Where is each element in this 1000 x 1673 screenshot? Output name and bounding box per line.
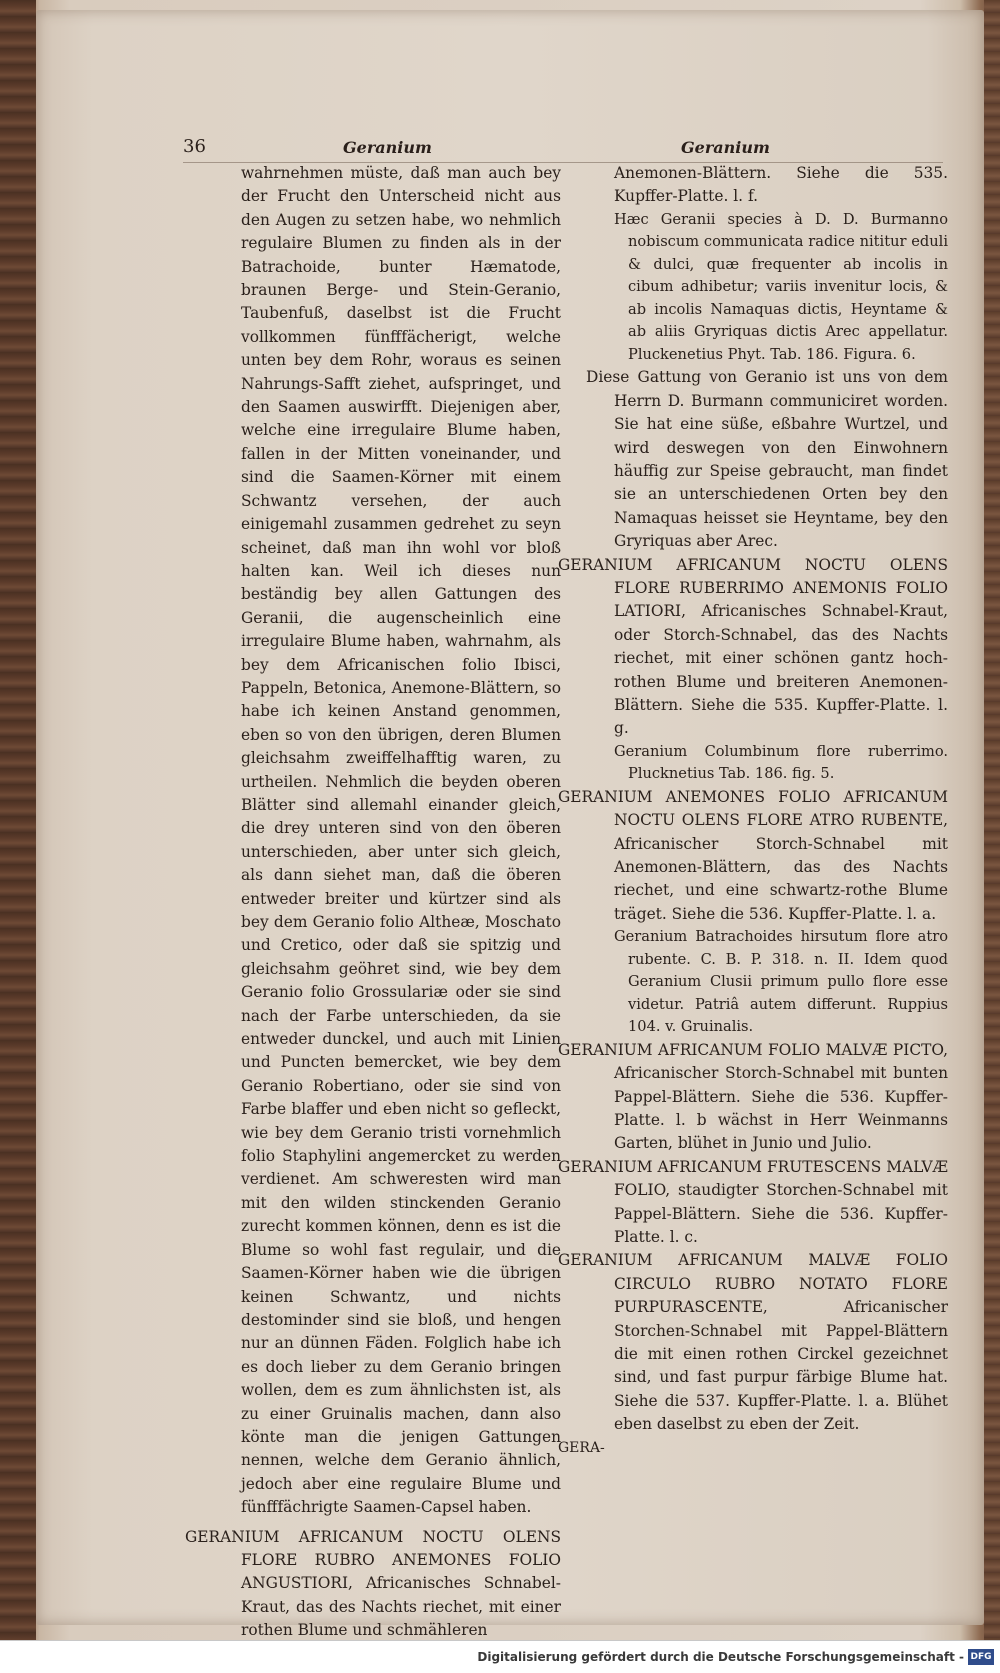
body-paragraph: wahrnehmen müste, daß man auch bey der Frucht den Unterscheid nicht aus den Augen zu setzen habe, wo nehmlich regulaire Blumen zu finden als in der Batrachoide, bunter Hæmatode, braunen Berge- und Stein-Geranio, Taubenfuß, daselbst ist die Frucht vollkommen fünfffächerigt, welche unten bey dem Rohr, woraus es seinen Nahrungs-Safft ziehet, aufspringet, und den Saamen auswirfft. Diejenigen aber, welche eine irregulaire Blume haben, fallen in der Mitten voneinander, und sind die Saamen-Körner mit einem Schwantz versehen, der auch einigemahl zusammen gedrehet zu seyn scheinet, daß man ihn wohl vor bloß halten kan. Weil ich dieses nun beständig bey allen Gattungen des Geranii, die augenscheinlich eine irregulaire Blume haben, wahrnahm, als bey dem Africanischen folio Ibisci, Pappeln, Betonica, Anemone-Blättern, so habe ich keinen Anstand genommen, eben so von den übrigen, deren Blumen gleichsahm zweiffelhafftig waren, zu urtheilen. Nehmlich die beyden oberen Blätter sind allemahl einander gleich, die drey unteren sind von den öberen unterschieden, aber unter sich gleich, als dann siehet man, daß die öberen entweder breiter und kürtzer sind als bey dem Geranio folio Altheæ, Moschato und Cretico, oder daß sie spitzig und gleichsahm geöhret sind, wie bey dem Geranio folio Grossulariæ oder sie sind nach der Farbe unterschieden, da sie entweder dunckel, und auch mit Linien und Puncten bemercket, wie bey dem Geranio Robertiano, oder sie sind von Farbe blaffer und eben nicht so gefleckt, wie bey dem Geranio tristi vornehmlich folio Staphylini angemercket zu werden verdienet. Am schweresten wird man mit den wilden stinckenden Geranio zurecht kommen können, denn es ist die Blume so wohl fast regulair, und die Saamen-Körner haben wie die übrigen keinen Schwantz, und nichts destominder sind sie bloß, und hengen nur an dünnen Fäden. Folglich habe ich es doch lieber zu dem Geranio bringen wollen, dem es zum ähnlichsten ist, als zu einer Gruinalis machen, dann also könte man die jenigen Gattungen nennen, welche dem Geranio ähnlich, jedoch aber eine regulaire Blume und fünfffächrigte Saamen-Capsel haben. [241,164,561,1517]
catchword: GERA- [558,1439,605,1456]
latin-note: Hæc Geranii species à D. D. Burmanno nobiscum communicata radice nititur eduli & dulci, quæ frequenter ab incolis in cibum adhibetur; variis invenitur locis, & ab incolis Namaquas dictis, Heyntame & ab aliis Gryriquas dictis Arec appellatur. Pluckenetius Phyt. Tab. 186. Figura. 6. [614,210,948,363]
plant-entry: GERANIUM AFRICANUM MALVÆ FOLIO CIRCULO RUBRO NOTATO FLORE PURPURASCENTE, Africanischer Storchen-Schnabel mit Pappel-Blättern die mit einen rothen Circkel gezeichnet sind, und fast purpur färbige Blume hat. Siehe die 537. Kupffer-Platte. l. a. Blühet eben daselbst zu eben der Zeit. [558,1251,948,1434]
page-number: 36 [183,136,206,157]
plant-entry: GERANIUM AFRICANUM FRUTESCENS MALVÆ FOLIO, staudigter Storchen-Schnabel mit Pappel-Blättern. Siehe die 536. Kupffer-Platte. l. c. [558,1157,948,1246]
plant-entry: GERANIUM AFRICANUM FOLIO MALVÆ PICTO, Africanischer Storch-Schnabel mit bunten Pappel-Blättern. Siehe die 536. Kupffer-Platte. l. b wächst in Herr Weinmanns Garten, blühet in Junio und Julio. [558,1040,948,1153]
dfg-logo: DFG [968,1649,994,1665]
german-note: Diese Gattung von Geranio ist uns von dem Herrn D. Burmann communiciret worden. Sie hat eine süße, eßbahre Wurtzel, und wird deswegen von den Einwohnern häuffig zur Speise gebraucht, man findet sie an unterschiedenen Orten bey den Namaquas heisset sie Heyntame, bey den Gryriquas aber Arec. [586,368,948,551]
digitization-footer [0,1640,1000,1673]
latin-note: Geranium Columbinum flore ruberrimo. Plucknetius Tab. 186. fig. 5. [614,742,948,783]
running-title-left: Geranium [343,138,432,157]
latin-note: Geranium Batrachoides hirsutum flore atro rubente. C. B. P. 318. n. II. Idem quod Geranium Clusii primum pullo flore esse videtur. Patriâ autem differunt. Ruppius 104. v. Gruinalis. [614,928,948,1036]
plant-entry: GERANIUM AFRICANUM NOCTU OLENS FLORE RUBERRIMO ANEMONIS FOLIO LATIORI, Africanisches Schnabel-Kraut, oder Storch-Schnabel, das des Nachts riechet, mit einer schönen gantz hoch-rothen Blume und breiteren Anemonen-Blättern. Siehe die 535. Kupffer-Platte. l. g. [558,555,948,738]
plant-entry: GERANIUM AFRICANUM NOCTU OLENS FLORE RUBRO ANEMONES FOLIO ANGUSTIORI, Africanisches Schnabel-Kraut, das des Nachts riechet, mit einer rothen Blume und schmähleren [185,1527,561,1640]
funding-credit: Digitalisierung gefördert durch die Deutsche Forschungsgemeinschaft - [477,1650,964,1664]
right-column [558,162,948,1460]
plant-entry: GERANIUM ANEMONES FOLIO AFRICANUM NOCTU OLENS FLORE ATRO RUBENTE, Africanischer Storch-Schnabel mit Anemonen-Blättern, das des Nachts riechet, und eine schwartz-rothe Blume träget. Siehe die 536. Kupffer-Platte. l. a. [558,787,948,923]
page-header [183,136,943,160]
entry-continuation: Anemonen-Blättern. Siehe die 535. Kupffer-Platte. l. f. [614,164,948,206]
book-binding [0,0,36,1640]
running-title-right: Geranium [681,138,770,157]
left-column [185,162,561,1643]
page-edge [984,0,1000,1640]
